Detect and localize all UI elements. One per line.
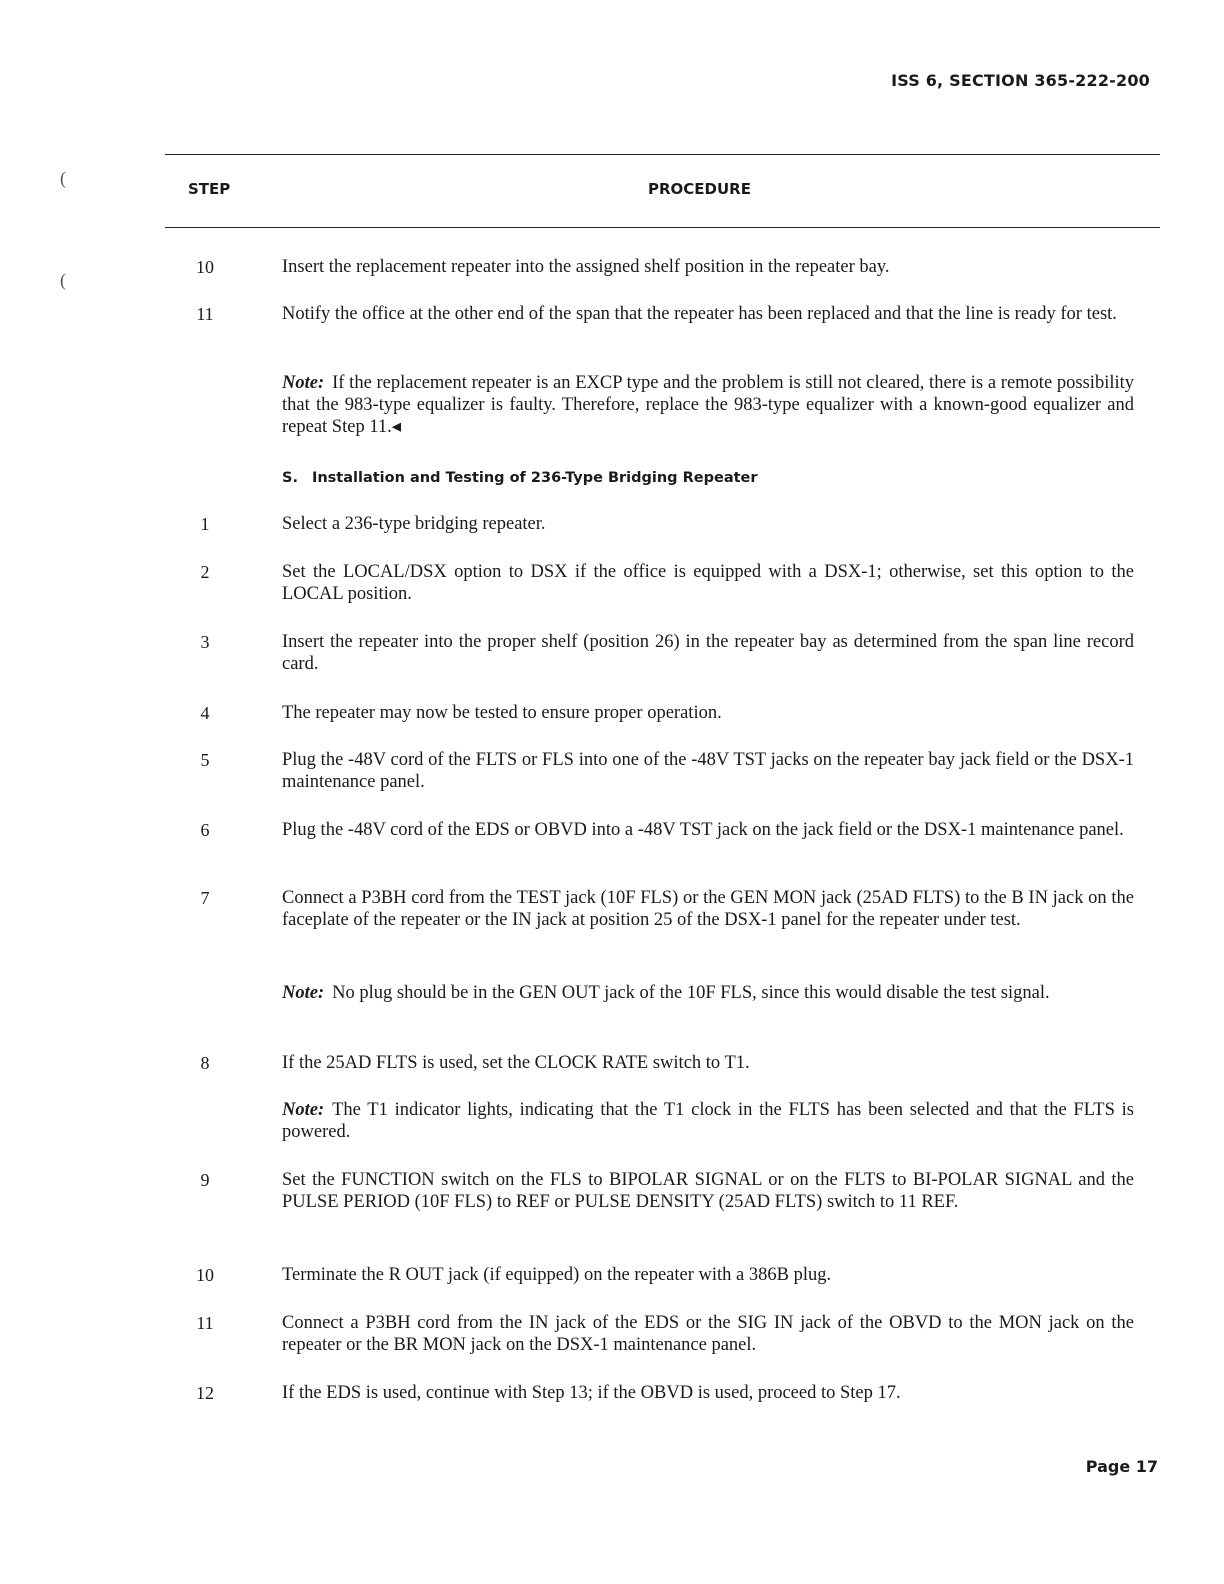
section-title: Installation and Testing of 236-Type Bridging Repeater bbox=[311, 470, 758, 486]
section-heading bbox=[282, 468, 1134, 488]
step-text: Select a 236-type bridging repeater. bbox=[282, 514, 546, 534]
note-body bbox=[282, 372, 1134, 438]
step-number: 3 bbox=[200, 632, 210, 652]
step-number: 7 bbox=[200, 888, 210, 908]
step-number: 11 bbox=[196, 1313, 214, 1333]
note-body bbox=[282, 1099, 1134, 1143]
step-text: Insert the repeater into the proper shelf (position 26) in the repeater bay as determined from the span line record card. bbox=[282, 632, 1134, 674]
step-text: Connect a P3BH cord from the IN jack of the EDS or the SIG IN jack of the OBVD to the MON jack on the repeater or the BR MON jack on the DSX-1 maintenance panel. bbox=[282, 1313, 1134, 1355]
step-number: 9 bbox=[200, 1170, 210, 1190]
margin-mark: ( bbox=[60, 270, 66, 290]
step-number: 11 bbox=[196, 304, 214, 324]
step-number: 10 bbox=[196, 1265, 214, 1285]
step-number: 2 bbox=[200, 562, 210, 582]
step-text: Plug the -48V cord of the EDS or OBVD into a -48V TST jack on the jack field or the DSX-1 maintenance panel. bbox=[282, 820, 1124, 840]
page-number: Page 17 bbox=[1085, 1457, 1158, 1476]
step-number: 4 bbox=[200, 703, 210, 723]
note-text: If the replacement repeater is an EXCP type and the problem is still not cleared, there is a remote possibility that the 983-type equalizer is faulty. Therefore, replace the 983-type equalizer with a known-good equalizer and repeat Step 11.◂ bbox=[282, 373, 1134, 437]
step-number: 8 bbox=[200, 1053, 210, 1073]
step-number: 10 bbox=[196, 257, 214, 277]
note-text: No plug should be in the GEN OUT jack of the 10F FLS, since this would disable the test signal. bbox=[332, 983, 1050, 1003]
step-number: 5 bbox=[200, 750, 210, 770]
note-label: Note: bbox=[282, 983, 325, 1003]
note-label: Note: bbox=[282, 373, 325, 393]
step-text: Insert the replacement repeater into the assigned shelf position in the repeater bay. bbox=[282, 257, 890, 277]
step-text: Terminate the R OUT jack (if equipped) on the repeater with a 386B plug. bbox=[282, 1265, 832, 1285]
step-text: Set the FUNCTION switch on the FLS to BIPOLAR SIGNAL or on the FLTS to BI-POLAR SIGNAL and the PULSE PERIOD (10F FLS) to REF or PULSE DENSITY (25AD FLTS) switch to 11 REF. bbox=[282, 1170, 1134, 1212]
step-number: 12 bbox=[196, 1383, 214, 1403]
step-column-header: STEP bbox=[188, 180, 231, 198]
procedure-column-header: PROCEDURE bbox=[648, 180, 751, 198]
step-text: Connect a P3BH cord from the TEST jack (10F FLS) or the GEN MON jack (25AD FLTS) to the B IN jack on the faceplate of the repeater or the IN jack at position 25 of the DSX-1 panel for the repeater under test. bbox=[282, 888, 1134, 930]
step-number: 1 bbox=[200, 514, 210, 534]
table-header-rule bbox=[165, 227, 1160, 228]
step-text: If the 25AD FLTS is used, set the CLOCK RATE switch to T1. bbox=[282, 1053, 750, 1073]
step-text: If the EDS is used, continue with Step 13; if the OBVD is used, proceed to Step 17. bbox=[282, 1383, 901, 1403]
step-text: Set the LOCAL/DSX option to DSX if the office is equipped with a DSX-1; otherwise, set this option to the LOCAL position. bbox=[282, 562, 1134, 604]
step-text: Notify the office at the other end of the span that the repeater has been replaced and that the line is ready for test. bbox=[282, 304, 1117, 324]
table-top-rule bbox=[165, 154, 1160, 155]
step-text: Plug the -48V cord of the FLTS or FLS into one of the -48V TST jacks on the repeater bay jack field or the DSX-1 maintenance panel. bbox=[282, 750, 1134, 792]
section-letter: S. bbox=[282, 470, 298, 486]
note-body bbox=[282, 982, 1134, 1004]
section-reference: ISS 6, SECTION 365-222-200 bbox=[891, 71, 1150, 90]
note-label: Note: bbox=[282, 1100, 325, 1120]
step-number: 6 bbox=[200, 820, 210, 840]
margin-mark: ( bbox=[60, 168, 66, 188]
step-text: The repeater may now be tested to ensure proper operation. bbox=[282, 703, 722, 723]
note-text: The T1 indicator lights, indicating that the T1 clock in the FLTS has been selected and that the FLTS is powered. bbox=[282, 1100, 1134, 1142]
